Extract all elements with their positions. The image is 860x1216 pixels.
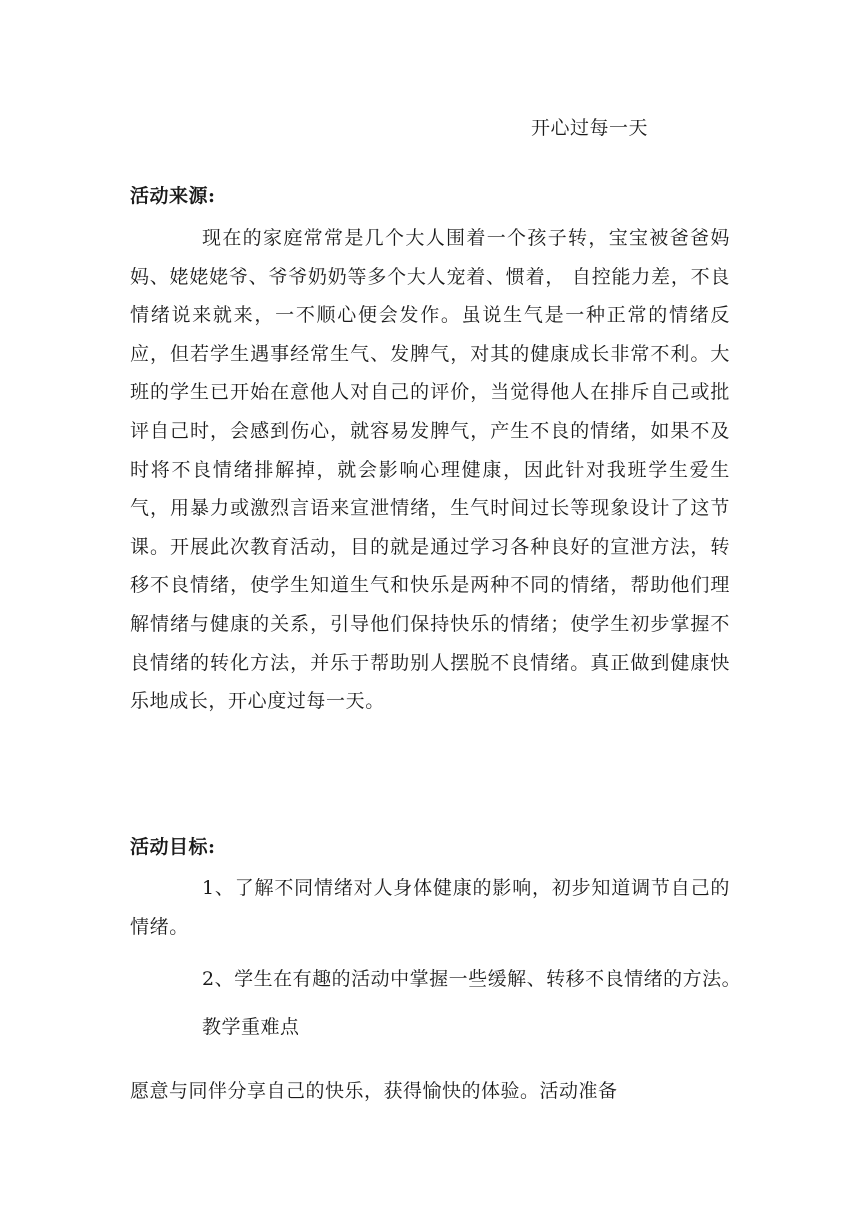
closing-line: 愿意与同伴分享自己的快乐，获得愉快的体验。活动准备 (130, 1080, 618, 1102)
source-paragraph: 现在的家庭常常是几个大人围着一个孩子转，宝宝被爸爸妈妈、姥姥姥爷、爷爷奶奶等多个大人宠着、惯着， 自控能力差，不良情绪说来就来，一不顺心便会发作。虽说生气是一种正常的情绪反应，但若学生遇事经常生气、发脾气，对其的健康成长非常不利。大班的学生已开始在意他人对自己的评价，当觉得他人在排斥自己或批评自己时，会感到伤心，就容易发脾气，产生不良的情绪，如果不及时将不良情绪排解掉，就会影响心理健康，因此针对我班学生爱生气，用暴力或激烈言语来宣泄情绪，生气时间过长等现象设计了这节课。开展此次教育活动，目的就是通过学习各种良好的宣泄方法，转移不良情绪，使学生知道生气和快乐是两种不同的情绪，帮助他们理解情绪与健康的关系，引导他们保持快乐的情绪；使学生初步掌握不良情绪的转化方法，并乐于帮助别人摆脱不良情绪。真正做到健康快乐地成长，开心度过每一天。 (130, 227, 730, 713)
section-heading-source: 活动来源: (130, 185, 216, 207)
section-heading-goals: 活动目标: (130, 836, 216, 858)
document-title (130, 113, 680, 140)
goal-item-1: 1、了解不同情绪对人身体健康的影响，初步知道调节自己的情绪。 (130, 877, 730, 938)
key-points-heading: 教学重难点 (202, 1016, 300, 1038)
title-text: 开心过每一天 (530, 117, 648, 139)
goal-item-2: 2、学生在有趣的活动中掌握一些缓解、转移不良情绪的方法。 (202, 968, 742, 990)
